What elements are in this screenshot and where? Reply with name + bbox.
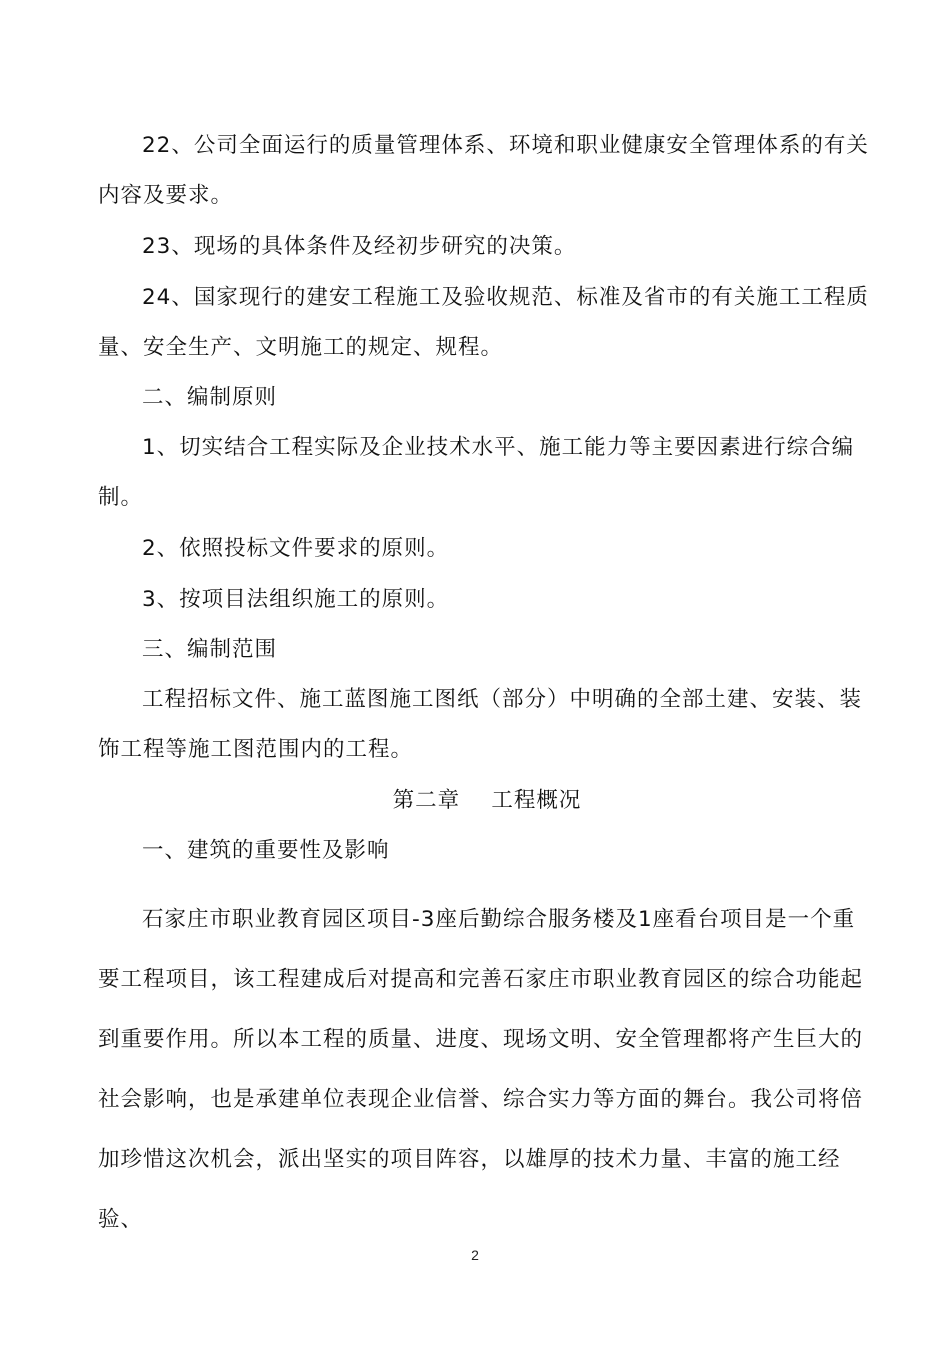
paragraph-basis-22: 22、公司全面运行的质量管理体系、环境和职业健康安全管理体系的有关内容及要求。 bbox=[98, 133, 869, 208]
page-number: 2 bbox=[471, 1247, 479, 1263]
paragraph-principle-1: 1、切实结合工程实际及企业技术水平、施工能力等主要因素进行综合编制。 bbox=[98, 435, 855, 510]
paragraph-importance: 石家庄市职业教育园区项目-3座后勤综合服务楼及1座看台项目是一个重要工程项目，该工程建成后对提高和完善石家庄市职业教育园区的综合功能起到重要作用。所以本工程的质量、进度、现场文明、安全管理都将产生巨大的社会影响，也是承建单位表现企业信誉、综合实力等方面的舞台。我公司将倍加珍惜这次机会，派出坚实的项目阵容，以雄厚的技术力量、丰富的施工经验、 bbox=[98, 907, 864, 1232]
section-heading-scope: 三、编制范围 bbox=[142, 637, 278, 662]
paragraph-scope: 工程招标文件、施工蓝图施工图纸（部分）中明确的全部土建、安装、装饰工程等施工图范围内的工程。 bbox=[98, 687, 863, 762]
section-heading-principles: 二、编制原则 bbox=[142, 385, 278, 410]
paragraph-basis-24: 24、国家现行的建安工程施工及验收规范、标准及省市的有关施工工程质量、安全生产、文明施工的规定、规程。 bbox=[98, 285, 869, 360]
paragraph-basis-23: 23、现场的具体条件及经初步研究的决策。 bbox=[142, 234, 577, 259]
paragraph-principle-3: 3、按项目法组织施工的原则。 bbox=[142, 587, 450, 612]
paragraph-principle-2: 2、依照投标文件要求的原则。 bbox=[142, 536, 450, 561]
section-heading-importance: 一、建筑的重要性及影响 bbox=[142, 838, 390, 863]
chapter-title: 第二章 工程概况 bbox=[392, 788, 582, 813]
